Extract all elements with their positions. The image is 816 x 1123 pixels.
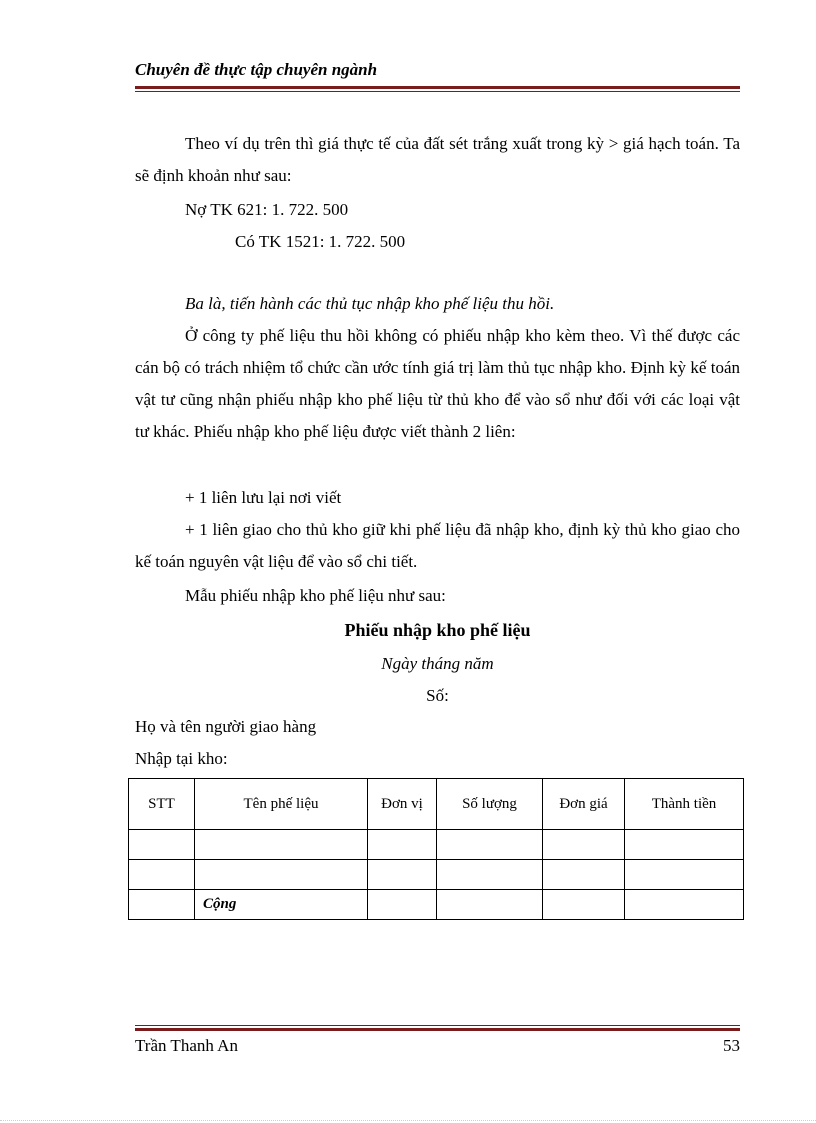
- total-label: Cộng: [195, 890, 368, 920]
- document-header-title: Chuyên đề thực tập chuyên ngành: [135, 60, 378, 79]
- column-header: Đơn vị: [368, 779, 437, 830]
- bullet-2: + 1 liên giao cho thủ kho giữ khi phế liệu đã nhập kho, định kỳ thủ kho giao cho kế toán nguyên vật liệu để vào sổ chi tiết.: [135, 520, 740, 571]
- debit-entry: Nợ TK 621: 1. 722. 500: [185, 200, 349, 219]
- table-header-row: [129, 779, 744, 830]
- bullet-1: + 1 liên lưu lại nơi viết: [185, 488, 342, 507]
- deliverer-label: Họ và tên người giao hàng: [135, 717, 317, 736]
- table-row: [129, 830, 744, 860]
- paragraph-2: Ở công ty phế liệu thu hồi không có phiếu nhập kho kèm theo. Vì thế được các cán bộ có trách nhiệm tổ chức cần ước tính giá trị làm thủ tục nhập kho. Định kỳ kế toán vật tư cũng nhận phiếu nhập kho phế liệu từ thủ kho để vào sổ như đối với các loại vật tư khác. Phiếu nhập kho phế liệu được viết thành 2 liên:: [135, 326, 740, 441]
- table-cell: [437, 830, 543, 860]
- form-intro: Mẫu phiếu nhập kho phế liệu như sau:: [185, 586, 446, 605]
- form-date-line: Ngày tháng năm: [381, 654, 494, 673]
- form-number-line: Số:: [426, 686, 449, 705]
- table-cell: [543, 830, 625, 860]
- warehouse-label: Nhập tại kho:: [135, 749, 228, 768]
- column-header: Số lượng: [437, 779, 543, 830]
- credit-entry: Có TK 1521: 1. 722. 500: [235, 232, 406, 251]
- form-title: Phiếu nhập kho phế liệu: [344, 620, 531, 640]
- column-header: Thành tiền: [625, 779, 744, 830]
- column-header: Đơn giá: [543, 779, 625, 830]
- table-cell: [195, 860, 368, 890]
- table-cell: [368, 860, 437, 890]
- footer-author: Trần Thanh An: [135, 1036, 238, 1055]
- table-cell: [129, 830, 195, 860]
- table-cell: [437, 860, 543, 890]
- table-cell: [368, 890, 437, 920]
- column-header: Tên phế liệu: [195, 779, 368, 830]
- table-cell: [129, 860, 195, 890]
- footer-rule: [135, 1025, 740, 1031]
- table-row: [129, 860, 744, 890]
- header-rule: [135, 86, 740, 92]
- table-cell: [437, 890, 543, 920]
- table-cell: [625, 890, 744, 920]
- page-edge-divider: [0, 1120, 816, 1121]
- scrap-receipt-table: [128, 778, 744, 920]
- section-heading: Ba là, tiến hành các thủ tục nhập kho phế liệu thu hồi.: [185, 294, 555, 313]
- table-cell: [195, 830, 368, 860]
- table-cell: [368, 830, 437, 860]
- paragraph-1: Theo ví dụ trên thì giá thực tế của đất sét trắng xuất trong kỳ > giá hạch toán. Ta sẽ định khoản như sau:: [135, 134, 740, 185]
- table-cell: [543, 860, 625, 890]
- column-header: STT: [129, 779, 195, 830]
- table-cell: [543, 890, 625, 920]
- page-number: 53: [723, 1036, 740, 1055]
- table-cell: [625, 860, 744, 890]
- table-cell: [625, 830, 744, 860]
- table-total-row: [129, 890, 744, 920]
- table-cell: [129, 890, 195, 920]
